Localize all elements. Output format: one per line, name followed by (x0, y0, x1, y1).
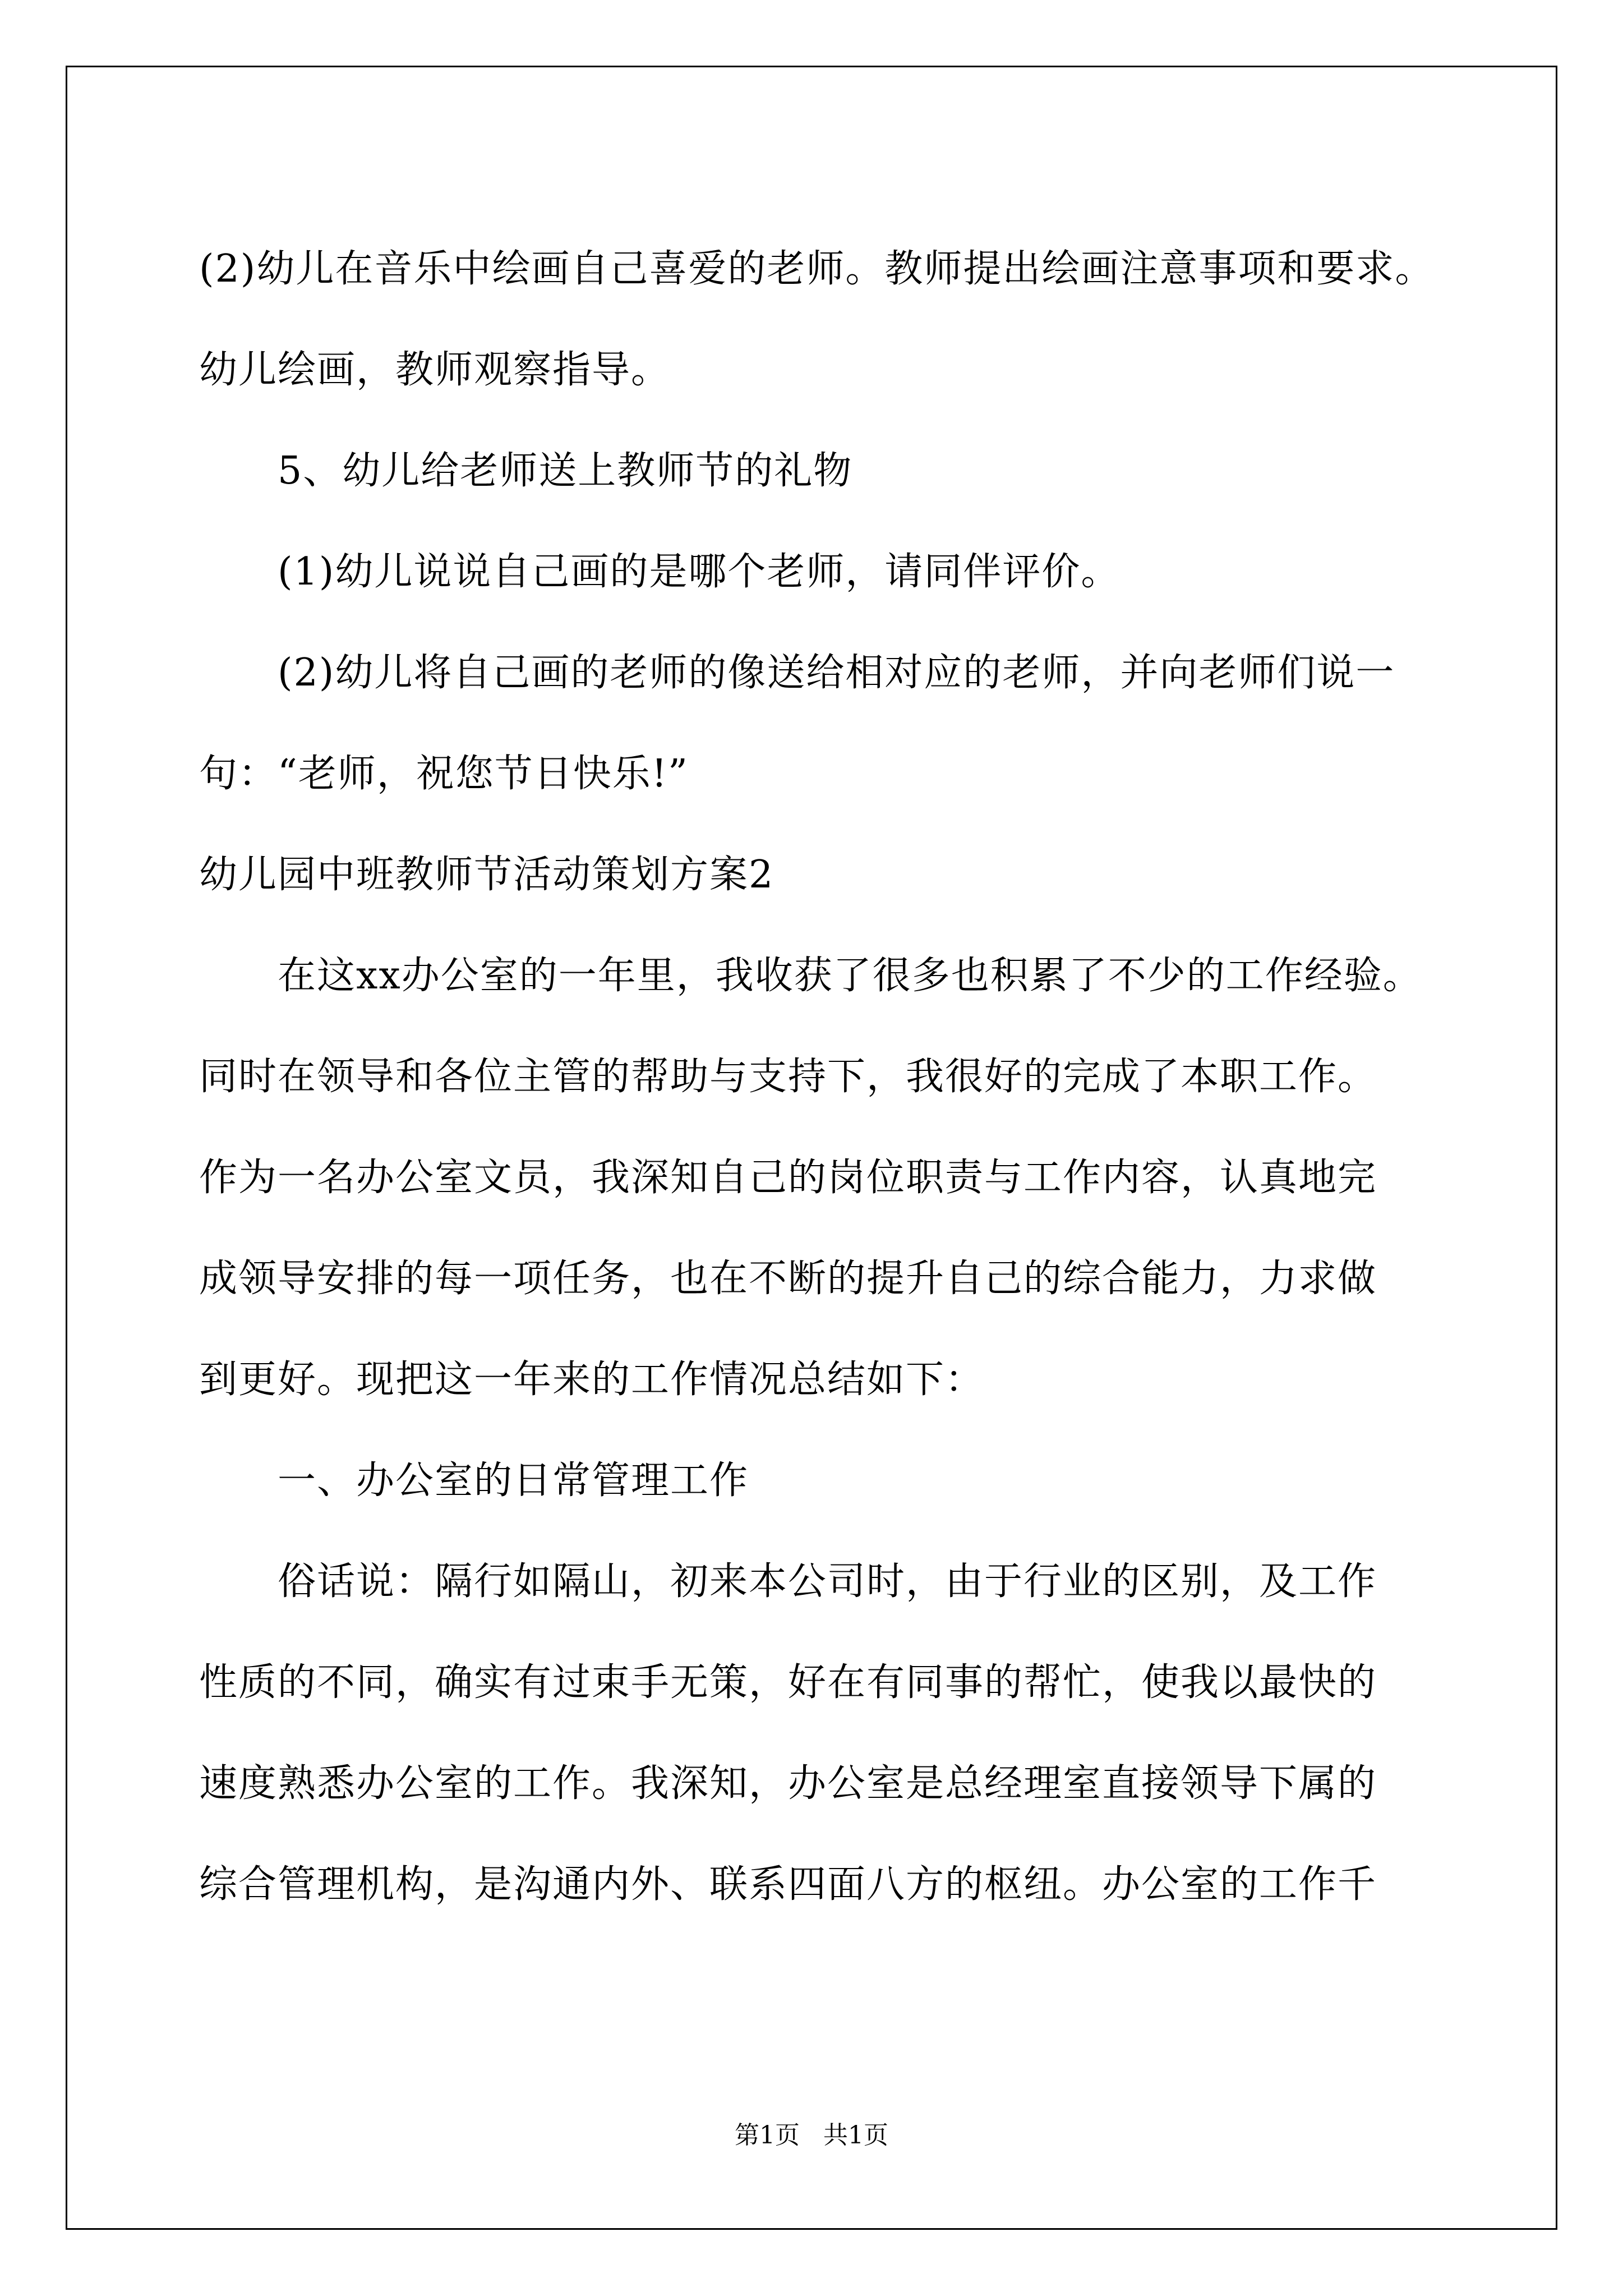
page-total: 共1页 (823, 2121, 888, 2150)
section-heading: 幼儿园中班教师节活动策划方案2 (199, 853, 774, 897)
text-line: 成领导安排的每一项任务，也在不断的提升自己的综合能力，力求做 (199, 1257, 1377, 1301)
document-body (199, 219, 1438, 1935)
page-number: 第1页 (735, 2121, 800, 2150)
text-line: (2)幼儿在音乐中绘画自己喜爱的老师。教师提出绘画注意事项和要求。 (199, 247, 1435, 291)
text-line: (1)幼儿说说自己画的是哪个老师，请同伴评价。 (278, 550, 1121, 594)
text-line: 俗话说：隔行如隔山，初来本公司时，由于行业的区别，及工作 (278, 1559, 1377, 1604)
text-line: 综合管理机构，是沟通内外、联系四面八方的枢纽。办公室的工作千 (199, 1862, 1377, 1907)
text-line: 在这xx办公室的一年里，我收获了很多也积累了不少的工作经验。 (278, 954, 1422, 998)
text-line: 到更好。现把这一年来的工作情况总结如下： (199, 1358, 985, 1402)
text-line: 幼儿绘画，教师观察指导。 (199, 348, 671, 392)
text-line: (2)幼儿将自己画的老师的像送给相对应的老师，并向老师们说一 (278, 651, 1395, 695)
text-line: 速度熟悉办公室的工作。我深知，办公室是总经理室直接领导下属的 (199, 1761, 1377, 1806)
text-line: 同时在领导和各位主管的帮助与支持下，我很好的完成了本职工作。 (199, 1055, 1377, 1099)
subsection-heading: 一、办公室的日常管理工作 (278, 1458, 749, 1503)
text-line: 5、幼儿给老师送上教师节的礼物 (278, 449, 853, 493)
page-footer (0, 2115, 1623, 2151)
text-line: 句：“老师，祝您节日快乐!” (199, 752, 689, 796)
text-line: 作为一名办公室文员，我深知自己的岗位职责与工作内容，认真地完 (199, 1156, 1377, 1200)
text-line: 性质的不同，确实有过束手无策，好在有同事的帮忙，使我以最快的 (199, 1660, 1377, 1705)
